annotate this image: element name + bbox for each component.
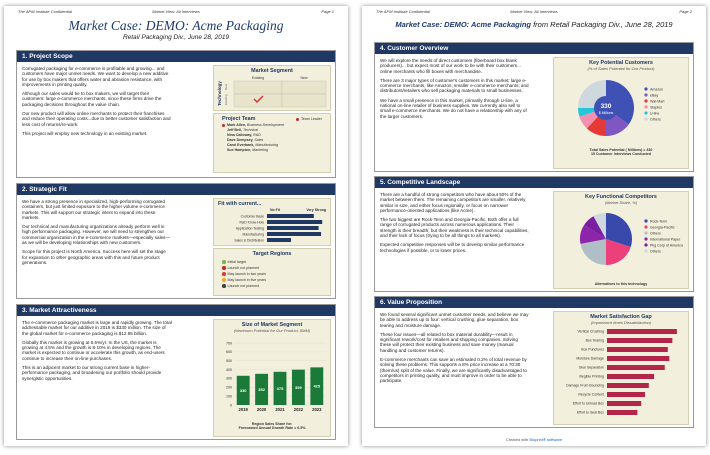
member-role: Marketing — [252, 148, 268, 152]
member-role: Sales — [254, 138, 264, 142]
leader-dot-icon — [222, 124, 225, 127]
gap-bar — [607, 356, 669, 361]
legend-label: Team Leader — [301, 117, 322, 121]
gap-bar — [607, 347, 668, 352]
gap-label: Box Tearing — [585, 338, 604, 343]
competitors-panel — [553, 191, 689, 289]
key-customers-panel — [553, 57, 689, 169]
legend-label: International Paper — [650, 237, 681, 242]
bar-value-label: 352 — [258, 386, 265, 392]
legend-label: Georgia-Pacific — [650, 225, 675, 230]
legend-swatch — [644, 249, 647, 252]
fit-label: Manufacturing — [242, 232, 264, 237]
y-tick-label: 500 — [226, 359, 232, 364]
region-label: Launch not planned — [227, 284, 260, 288]
legend-label: Amazon — [650, 87, 664, 92]
page-number: Page 1 — [321, 9, 334, 14]
gap-label: Box Punctures — [581, 347, 604, 352]
leader-dot-icon — [222, 144, 225, 147]
gap-label: Recycle Content — [578, 392, 604, 397]
y-tick-label: 200 — [226, 385, 232, 390]
gap-bar — [607, 374, 654, 379]
paragraph: There are 3 major types of customer's customers in this market: large e-commerce merchants, like Amazon; smaller e-commerce merchants; and distributors/retailers who sell packaging materials to small businesses. — [380, 77, 529, 94]
fit-panel — [213, 198, 331, 246]
y-tick-label: 700 — [226, 341, 232, 346]
donut-center-value: 330 — [600, 103, 612, 110]
paragraph: Our new product will allow online merchants to protect their franchises and reduce their operating costs...due to better customer satisfaction and less cost of returns/re-work. — [22, 111, 171, 127]
bar-value-label: 330 — [239, 387, 247, 393]
leader-dot-icon — [222, 129, 225, 132]
market-view-label: Market View: All Interviews — [152, 9, 200, 14]
region-color-icon — [222, 278, 226, 282]
legend-label: Others — [650, 249, 661, 254]
member-role: Technical — [242, 128, 259, 132]
legend-swatch — [644, 231, 647, 234]
region-label: May launch in five years — [227, 278, 267, 282]
market-view-label: Market View: All Interviews — [510, 9, 558, 14]
chart-note: Region Sales Share for: — [251, 422, 293, 426]
page-title — [362, 20, 706, 29]
x-tick-label: 2023 — [312, 407, 322, 412]
bar-value-label: 375 — [276, 385, 284, 391]
market-size-panel — [213, 319, 331, 437]
member-name: Carol Everbank, — [227, 143, 256, 147]
region-label: May launch in two years — [227, 272, 267, 276]
project-team-panel — [213, 113, 331, 173]
paragraph: Corrugated packaging for e-commerce is profitable and growing... and customers have major unmet needs. We want to develop a new additive for use by box makers that offers water and abrasion resistance, with improvements in printing quality. — [22, 66, 169, 87]
panel-title: Fit with current... — [218, 201, 262, 207]
panel-subtitle: (Market Share, %) — [604, 200, 638, 205]
gap-bar — [607, 365, 665, 370]
fit-label: Sales & Distribution — [234, 238, 264, 243]
legend-label: Others — [650, 231, 661, 236]
region-color-icon — [222, 284, 226, 288]
fit-bar — [267, 232, 321, 236]
gap-label: Moisture Damage — [576, 356, 604, 361]
x-tick-label: 2019 — [238, 407, 248, 412]
paragraph: Although our sales would be to box makers, we will target their customers: large e-commerce merchants, since these firms drive the packaging decisions throughout the value chain. — [22, 91, 162, 107]
fit-bar — [267, 214, 314, 218]
gap-bar — [607, 338, 672, 343]
customers-donut-chart — [554, 71, 690, 143]
target-regions-panel — [213, 248, 331, 296]
chart-subtitle: (Maximum Potential for Our Product, $MM) — [233, 328, 311, 333]
paragraph: These four issues—all related to box material durability—result in significant rework/cost for retailers and shipping companies. Solving these will protect their existing business and save money (manual handling and customer returns). — [380, 331, 518, 353]
member-name: Dave Dempsey, — [227, 138, 255, 142]
satisfaction-gap-chart — [554, 325, 690, 423]
fit-low-label: No Fit — [270, 208, 280, 212]
legend-swatch — [644, 219, 647, 222]
technology-axis-label: Technology — [217, 81, 222, 106]
y-tick-label: 0 — [230, 403, 232, 408]
footer-text: Created with — [505, 437, 529, 442]
strategic-fit-section — [16, 183, 336, 299]
existing-row-label: Existing — [224, 94, 228, 105]
gap-label: Effort to Unload Box — [572, 401, 604, 406]
legend-swatch — [644, 111, 647, 114]
gap-label: Vertical Crushing — [577, 329, 604, 334]
panel-title: Project Team — [222, 116, 256, 122]
market-attractiveness-section — [16, 304, 336, 440]
new-col-label: New — [300, 76, 308, 80]
section-text — [22, 66, 172, 140]
section-title: 4. Customer Overview — [375, 43, 693, 54]
gap-label: Illegible Printing — [579, 374, 604, 379]
section-text — [380, 312, 530, 388]
x-tick-label: 2022 — [293, 407, 304, 412]
gap-bar — [607, 401, 641, 406]
chart-title: Size of Market Segment — [241, 322, 303, 328]
new-row-label: New — [224, 83, 228, 90]
legend-label: Others — [650, 117, 661, 122]
legend-swatch — [644, 225, 647, 228]
fit-label: Customer Base — [240, 214, 264, 219]
paragraph: The two biggest are Rock-Tenn and Georgia-Pacific. Both offer a full range of corrugated products across numerous applications. Their strength is their breadth; but their weakness is their technical capabilities, and their lack of focus (trying to be all things to all markets). — [380, 217, 529, 239]
paragraph: The e-commerce packaging market is large and rapidly growing. The total addressable market for our additive in 2019 is $330 million. The size of the global market for e-commerce packaging is $12.95 billion. — [22, 320, 172, 336]
market-size-chart — [214, 333, 332, 417]
section-title: 5. Competitive Landscape — [375, 177, 693, 188]
legend-label: eBay — [650, 93, 659, 98]
paragraph: Our technical and manufacturing organizations already perform well in high performance packaging. However, we will need to strengthen our commercial organization in the e-commerce markets—especially sales—as we will be developing relationships with new customers. — [22, 224, 171, 246]
gap-bar — [607, 410, 637, 415]
region-label: Initial target — [227, 260, 247, 264]
fit-label: R&D Know-How — [239, 220, 264, 225]
gap-bar — [607, 383, 649, 388]
section-title: 3. Market Attractiveness — [17, 305, 335, 316]
member-role: Manufacturing — [255, 143, 279, 147]
alternatives-note: Alternatives to this technology — [594, 282, 648, 286]
panel-title: Target Regions — [252, 251, 292, 257]
bar-value-label: 399 — [295, 384, 302, 390]
market-segment-matrix — [214, 74, 332, 110]
page-number: Page 2 — [679, 9, 692, 14]
satisfaction-gap-panel — [553, 311, 689, 425]
page-title: Market Case: DEMO: Acme Packaging — [68, 18, 284, 33]
fit-bar — [267, 220, 322, 224]
paragraph: We found several significant unmet customer needs, and believe we may be able to address up to four: vertical crushing, glue separation, box tearing and moisture damage. — [380, 312, 529, 328]
region-color-icon — [222, 260, 226, 264]
legend-swatch — [644, 243, 647, 246]
paragraph: Globally this market is growing at 6.5%/yr. In the US, the market is growing at 4.5% and the growth is 8-10% in developing regions. The market is expected to continue or accelerate this growth, as end-users continue to increase their on-line purchases. — [22, 339, 165, 361]
x-tick-label: 2020 — [256, 407, 267, 412]
region-color-icon — [222, 272, 226, 276]
fit-chart — [214, 207, 332, 245]
gap-label: Damage From Bouncing — [566, 383, 604, 388]
confidential-label: The APM Institute Confidential — [18, 9, 72, 14]
legend-label: Wal-Mart — [650, 99, 665, 104]
section-text — [380, 192, 530, 257]
paragraph: This is an adjacent market to our strong current base in higher-performance packaging, and broadening our portfolio should provide synergistic opportunities. — [22, 365, 162, 381]
member-name: Nina Calloway, — [227, 133, 254, 137]
gap-bar — [607, 392, 645, 397]
section-text — [22, 199, 172, 269]
leader-dot-icon — [222, 149, 225, 152]
section-text — [22, 320, 172, 385]
footer-brand-link[interactable]: Bluprint® software — [529, 437, 563, 442]
legend-label: Staples — [650, 105, 662, 110]
panel-title: Market Segment — [251, 68, 293, 74]
competitors-pie-chart — [554, 205, 690, 277]
panel-title: Key Potential Customers — [589, 60, 653, 66]
donut-center-unit: $ Millions — [598, 111, 614, 115]
legend-swatch — [644, 237, 647, 240]
paragraph: We have a small presence in this market, primarily through U-line, a national on-line retailer of business supplies. We currently also sell to small e-commerce merchants. We do not have a relationship with any of the larger customers. — [380, 97, 527, 119]
region-color-icon — [222, 266, 226, 270]
paragraph: E-commerce merchants can save an estimated 0.2% of total revenue by solving these problems. This supports a 8% price increase at a 70:30 (them/us) split of the value. Finally, we are significantly disadvantaged to competitors in printing quality, and must improve in order to be able to participate. — [380, 357, 527, 384]
legend-label: Pkg Corp of America — [650, 243, 683, 248]
page-header — [18, 9, 334, 17]
y-tick-label: 100 — [226, 394, 232, 399]
total-note: Total Sales Potential ( Millions) = 330 — [589, 148, 653, 152]
member-name: Jeff Bell, — [227, 128, 243, 132]
team-member — [222, 148, 330, 153]
member-name: Mark Allen, — [227, 123, 248, 127]
page-subtitle: Retail Packaging Div., June 28, 2019 — [122, 34, 230, 41]
panel-title: Key Functional Competitors — [585, 194, 657, 200]
y-tick-label: 400 — [226, 367, 232, 372]
existing-col-label: Existing — [251, 76, 265, 80]
legend-swatch — [644, 105, 647, 108]
paragraph: We will explore the needs of direct customers (fiberboard box blank producers)... but expect most of our work to be with their customers... online merchants who fill boxes with merchandise. — [380, 58, 521, 74]
growth-note: Forecasted Annual Growth Rate = 6.5% — [238, 426, 306, 430]
paragraph: This project will employ new technology in an existing market. — [22, 130, 148, 136]
panel-subtitle: (Importance times Dissatisfaction) — [590, 320, 652, 325]
value-proposition-section — [374, 296, 694, 428]
panel-title: Market Satisfaction Gap — [590, 314, 652, 320]
leader-dot-icon — [296, 118, 299, 121]
member-role: R&D — [253, 133, 261, 137]
regions-legend — [214, 259, 330, 289]
section-title: 1. Project Scope — [17, 51, 335, 62]
gap-bar — [607, 329, 677, 334]
member-role: Business Development — [247, 123, 284, 127]
x-tick-label: 2021 — [275, 407, 285, 412]
confidential-label: The APM Institute Confidential — [376, 9, 430, 14]
gap-label: Glue Separation — [578, 365, 604, 370]
leader-dot-icon — [222, 139, 225, 142]
market-segment-panel — [213, 65, 331, 111]
y-tick-label: 600 — [226, 350, 232, 355]
fit-bar — [267, 226, 319, 230]
title-bold: Market Case: DEMO: Acme Packaging — [395, 20, 531, 29]
competitive-landscape-section — [374, 176, 694, 292]
region-legend-item — [222, 283, 330, 289]
section-title: 2. Strategic Fit — [17, 184, 335, 195]
team-list — [214, 123, 330, 153]
legend-label: Rock-Tenn — [650, 219, 668, 224]
leader-dot-icon — [222, 134, 225, 137]
report-page-2 — [362, 6, 706, 446]
paragraph: There are a handful of strong competitors who have about 50% of the market between them. The remaining competitors are smaller, relatively similar in size, and either focus regionally, or focus on narrower performance-oriented applications (like Acme). — [380, 192, 526, 213]
section-text — [380, 58, 530, 123]
panel-subtitle: (% of Sales Potential for Our Product) — [587, 66, 655, 71]
legend-swatch — [644, 93, 647, 96]
legend-swatch — [644, 87, 647, 90]
legend-label: U-line — [650, 111, 660, 116]
legend-swatch — [644, 99, 647, 102]
gap-label: Effort to Seal Box — [576, 410, 604, 415]
y-tick-label: 300 — [226, 376, 232, 381]
project-scope-section — [16, 50, 336, 178]
interviews-note: 15 Customer Interviews Conducted — [590, 152, 652, 156]
section-title: 6. Value Proposition — [375, 297, 693, 308]
team-leader-legend — [296, 117, 322, 121]
paragraph: We have a strong presence in specialized, high-performing corrugated containers, but just limited exposure to the higher volume e-commerce markets. This will support our strategic intent to expand into these markets. — [22, 199, 165, 220]
report-page-1 — [4, 6, 348, 446]
page-footer — [362, 437, 706, 442]
fit-high-label: Very Strong — [306, 208, 326, 212]
customer-overview-section — [374, 42, 694, 172]
fit-bar — [267, 238, 291, 242]
bar-value-label: 425 — [313, 383, 321, 389]
paragraph: Scope for this project is North America. Success here will set the stage for expansion to other geographic areas with this and future product generations. — [22, 249, 166, 265]
member-name: Sue Hampton, — [227, 148, 253, 152]
legend-swatch — [644, 117, 647, 120]
region-label: Launch not planned — [227, 266, 260, 270]
fit-label: Application Testing — [235, 226, 264, 231]
paragraph: Expected competitive responses will be to develop similar performance technologies if possible, or to lower prices. — [380, 242, 525, 253]
page-header — [376, 9, 692, 17]
title-rest: from Retail Packaging Div., June 28, 2019 — [531, 20, 673, 29]
